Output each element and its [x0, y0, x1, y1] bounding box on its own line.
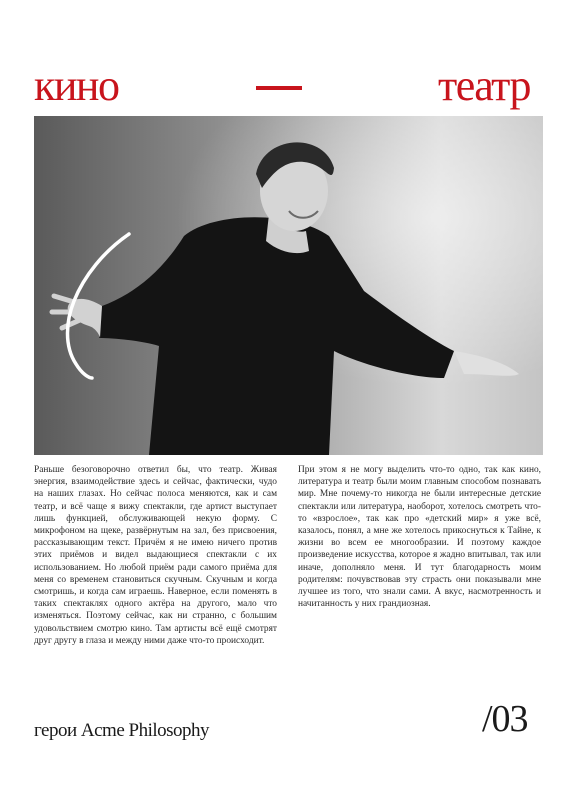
heading-dash — [256, 86, 302, 90]
heading-word-right: театр — [438, 61, 530, 110]
page-number: /03 — [482, 698, 528, 740]
footer-brand: герои Acme Philosophy — [34, 720, 210, 741]
article-column-right: При этом я не могу выделить что-то одно, так как кино, литература и театр были моим главным способом познавать мир. Мне почему-то никогда не были интересные детские спектакли или литература, наоборот, хотелось смотреть что-то «взрослое», так как про «детский мир» я уже всё, казалось, понял, а мне же хотелось прикоснуться к Тайне, к жизни во всем ее многообразии. И поэтому каждое произведение искусства, которое я жадно впитывал, так или иначе, дополняло меня. И тут благодарность моим родителям: почувствовав эту страсть они показывали мне лучшее из того, что знали сами. А вкус, насмотренность и начитанность у них грандиозная. — [298, 465, 541, 610]
heading-word-left: кино — [34, 61, 119, 110]
page-header — [0, 0, 581, 120]
photo-illustration — [34, 116, 543, 455]
portrait-photo — [34, 116, 543, 455]
article-column-left: Раньше безоговорочно ответил бы, что театр. Живая энергия, взаимодействие здесь и сейчас, фактически, чудо на наших глазах. Но сейчас полоса меняются, как и сам театр, и всё чаще я вижу спектакли, где артист выступает лишь функцией, обслуживающей некую форму. С микрофоном на щеке, развёрнутым на зал, без присвоения, рассказывающим текст. Причём я не имею ничего против этих приёмов и видел выдающиеся спектакли с их использованием. Но любой приём ради самого приёма для меня со временем становиться скучным. Скучным и когда смотришь, и когда сам играешь. Наверное, если поменять в таких спектаклях одного актёра на другого, мало что изменяться. Поэтому сейчас, как ни странно, с большим удовольствием смотрю кино. Там артисты всё ещё смотрят друг другу в глаза и между ними даже что-то происходит. — [34, 465, 277, 646]
